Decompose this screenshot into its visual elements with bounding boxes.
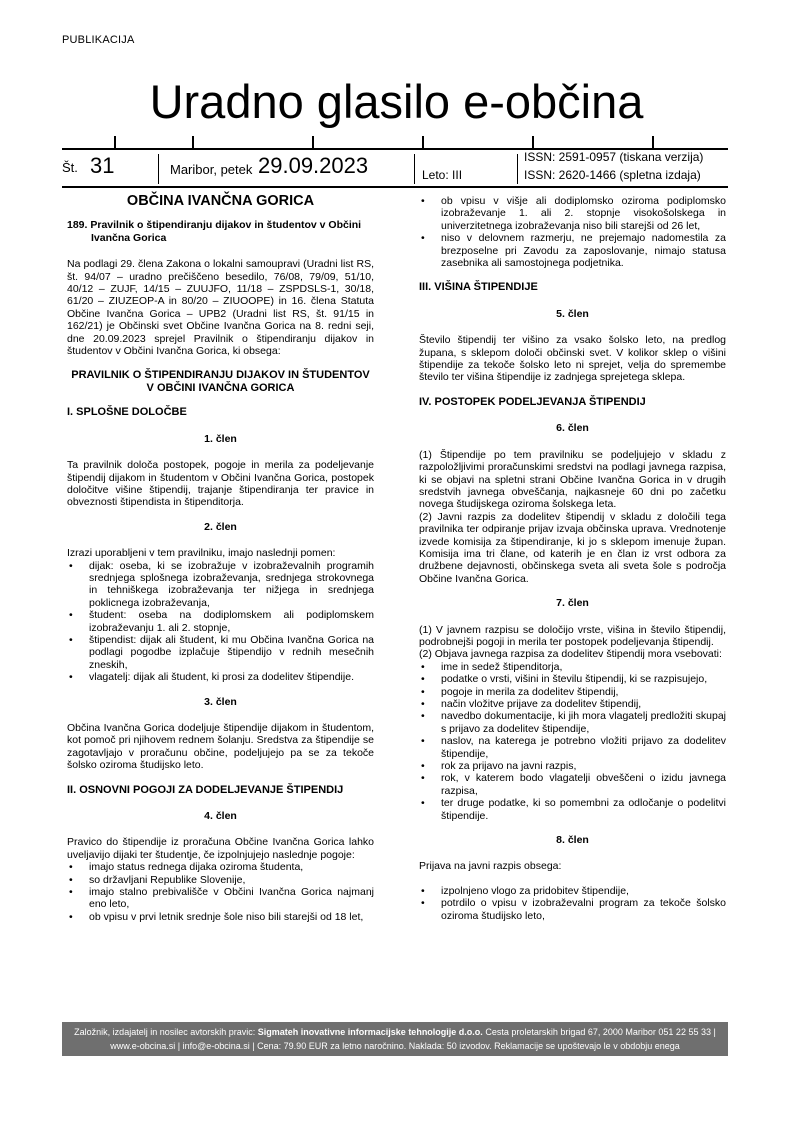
conditions-list [67,861,374,923]
list-item: • ob vpisu v višje ali dodiplomsko oziroma podiplomsko izobraževanje 1. ali 2. stopnje visokošolskega in univerzitetnega izobraževanja niso bili starejši od 26 let, [419,195,726,232]
issue-number: 31 [90,153,115,178]
list-item: • študent: oseba na dodiplomskem ali podiplomskem izobraževanju 1. ali 2. stopnje, [67,609,374,634]
list-item: • štipendist: dijak ali študent, ki mu Občina Ivančna Gorica na podlagi pogodbe izplačuje štipendijo v rednih mesečnih zneskih, [67,634,374,671]
footer-prefix: Založnik, izdajatelj in nosilec avtorskih pravic: [74,1027,256,1037]
footer-address: Cesta proletarskih brigad 67, 2000 Maribor 051 22 55 33 | [485,1027,716,1037]
left-column [67,195,374,923]
article-heading: 6. člen [556,422,589,435]
intro-paragraph: Na podlagi 29. člena Zakona o lokalni samoupravi (Uradni list RS, št. 94/07 – uradno prečiščeno besedilo, 76/08, 79/09, 51/10, 40/12 – ZUJF, 14/15 – ZUUJFO, 11/18 – ZSPDSLS-1, 30/18, 61/20 – ZIUZEOP-A in 80/20 – ZIUOOPE) in 16. člena Statuta Občine Ivančna Gorica – UPB2 (Uradni list RS, št. 91/15 in 162/21) je Občinski svet Občine Ivančna Gorica na 8. redni seji, dne 20.09.2023 sprejel Pravilnik o štipendiranju dijakov in študentov v Občini Ivančna Gorica, ki obsega: [67,258,374,358]
issn-print: ISSN: 2591-0957 (tiskana verzija) [524,150,704,164]
article-text: Prijava na javni razpis obsega: [419,860,562,873]
list-item: • podatke o vrsti, višini in številu štipendij, ki se razpisujejo, [419,673,726,685]
list-item: • pogoje in merila za dodelitev štipendij, [419,686,726,698]
article-heading: 8. člen [556,834,589,847]
list-item: • izpolnjeno vlogo za pridobitev štipendije, [419,885,726,897]
list-item: • rok, v katerem bodo vlagatelji obveščeni o izidu javnega razpisa, [419,772,726,797]
footer-email-link[interactable]: info@e-obcina.si | [182,1041,255,1051]
publication-label: PUBLIKACIJA [62,34,135,46]
article-text: (1) V javnem razpisu se določijo vrste, višina in število štipendij, podrobnejši pogoji in merila ter postopek podeljevanja štipendij. [419,623,726,648]
section-heading: I. SPLOŠNE DOLOČBE [67,406,187,419]
footer-rest: Cena: 79.90 EUR za letno naročnino. Naklada: 50 izvodov. Reklamacije se upoštevajo le v obdobju enega [257,1041,680,1051]
section-heading: II. OSNOVNI POGOJI ZA DODELJEVANJE ŠTIPENDIJ [67,783,344,796]
list-item: • so državljani Republike Slovenije, [67,874,374,886]
article-text: Občina Ivančna Gorica dodeljuje štipendije dijakom in študentom, kot pomoč pri njihovem rednem šolanju. Sredstva za štipendije se zagotavljajo v proračunu občine, podeljujejo pa se za tekoče šolsko oziroma študijsko leto. [67,722,374,772]
footer-website-link[interactable]: www.e-obcina.si | [110,1041,181,1051]
masthead-title: Uradno glasilo e-občina [149,75,644,128]
issue-date: 29.09.2023 [258,153,369,178]
issn-online: ISSN: 2620-1466 (spletna izdaja) [524,168,701,182]
list-item: • potrdilo o vpisu v izobraževalni program za tekoče šolsko oziroma študijsko leto, [419,897,726,922]
municipality-heading: OBČINA IVANČNA GORICA [126,193,315,209]
list-item: • navedbo dokumentacije, ki jih mora vlagatelj predložiti skupaj s prijavo za dodelitev štipendije, [419,710,726,735]
article-text: Število štipendij ter višino za vsako šolsko leto, na predlog župana, s sklepom določi občinski svet. V kolikor sklep o višini štipendije za tekoče šolsko leto ni sprejet, velja do spremembe število ter višina štipendije iz zadnjega sprejetega sklepa. [419,334,726,384]
issue-divider [158,154,159,184]
article-text: (2) Objava javnega razpisa za dodelitev štipendij mora vsebovati: [419,648,722,661]
list-item: • imajo stalno prebivališče v Občini Ivančna Gorica najmanj eno leto, [67,886,374,911]
tender-contents-list [419,661,726,822]
list-item: • vlagatelj: dijak ali študent, ki prosi za dodelitev štipendije. [67,671,374,683]
issue-label: Št. [62,160,78,175]
right-column [419,195,726,922]
list-item: • naslov, na katerega je potrebno vložiti prijavo za dodelitev štipendije, [419,735,726,760]
list-item: • ob vpisu v prvi letnik srednje šole niso bili starejši od 18 let, [67,911,374,923]
list-item: • ime in sedež štipenditorja, [419,661,726,673]
list-item: • niso v delovnem razmerju, ne prejemajo nadomestila za brezposelne pri Zavodu za zaposlovanje, nimajo statusa zasebnika ali samostojnega podjetnika. [419,232,726,269]
act-title: 189. Pravilnik o štipendiranju dijakov in študentov v Občini Ivančna Gorica [67,219,362,244]
issue-divider [414,154,415,184]
article-heading: 3. člen [204,695,237,708]
article-heading: 1. člen [204,432,237,445]
footer [62,1022,728,1056]
footer-publisher: Sigmateh inovativne informacijske tehnologije d.o.o. [257,1027,483,1037]
section-heading: III. VIŠINA ŠTIPENDIJE [419,281,538,294]
article-text: Pravico do štipendije iz proračuna Občine Ivančna Gorica lahko uveljavijo dijaki ter študentje, če izpolnjujejo naslednje pogoje: [67,836,374,861]
section-heading: IV. POSTOPEK PODELJEVANJA ŠTIPENDIJ [419,395,646,408]
article-heading: 4. člen [204,810,237,823]
article-heading: 7. člen [556,597,589,610]
masthead-ruler [62,136,728,150]
issue-info-bar [62,150,728,188]
list-item: • ter druge podatke, ki so pomembni za odločanje o podelitvi štipendije. [419,797,726,822]
date-label: Maribor, petek [170,162,253,177]
article-text: Ta pravilnik določa postopek, pogoje in merila za podeljevanje štipendij dijakom in študentom v Občini Ivančna Gorica, postopek določitve višine štipendij, trajanje štipendiranja ter pravice in obveznosti štipendista in štipenditorja. [67,459,374,509]
article-text: (1) Štipendije po tem pravilniku se podeljujejo v skladu z razpoložljivimi proračunskimi sredstvi na podlagi javnega razpisa, ki se objavi na spletni strani Občine Ivančna Gorica in v drugih sredstvih javnega obveščanja, najkasneje 60 dni po začetku novega študijskega oziroma šolskega leta. [419,448,726,511]
list-item: • dijak: oseba, ki se izobražuje v izobraževalnih programih srednjega splošnega izobraževanja, srednjega strokovnega in tehniškega izobraževanja ter nižjega in srednjega poklicnega izobraževanja, [67,560,374,610]
article-text: Izrazi uporabljeni v tem pravilniku, imajo naslednji pomen: [67,547,336,560]
definitions-list [67,560,374,684]
document-title: PRAVILNIK O ŠTIPENDIRANJU DIJAKOV IN ŠTUDENTOV V OBČINI IVANČNA GORICA [71,369,370,394]
year-label: Leto: III [422,168,463,182]
article-text: (2) Javni razpis za dodelitev štipendij v skladu z določili tega pravilnika ter odpiranje prijav izvaja občinska uprava. Vrednotenje izvede komisija za štipendiranje, ki jo s sklepom imenuje župan. Komisija ima tri člane, od katerih je en član iz vrst odbora za družbene dejavnosti, občinskega sveta ali sveta šole s področja Občine Ivančna Gorica. [419,510,726,585]
article-heading: 5. člen [556,307,589,320]
issue-bottom-rule [62,186,728,188]
conditions-list-continued [419,195,726,269]
article-heading: 2. člen [204,520,237,533]
list-item: • imajo status rednega dijaka oziroma študenta, [67,861,374,873]
list-item: • način vložitve prijave za dodelitev štipendij, [419,698,726,710]
list-item: • rok za prijavo na javni razpis, [419,760,726,772]
application-list [419,885,726,922]
issue-divider [517,154,518,184]
